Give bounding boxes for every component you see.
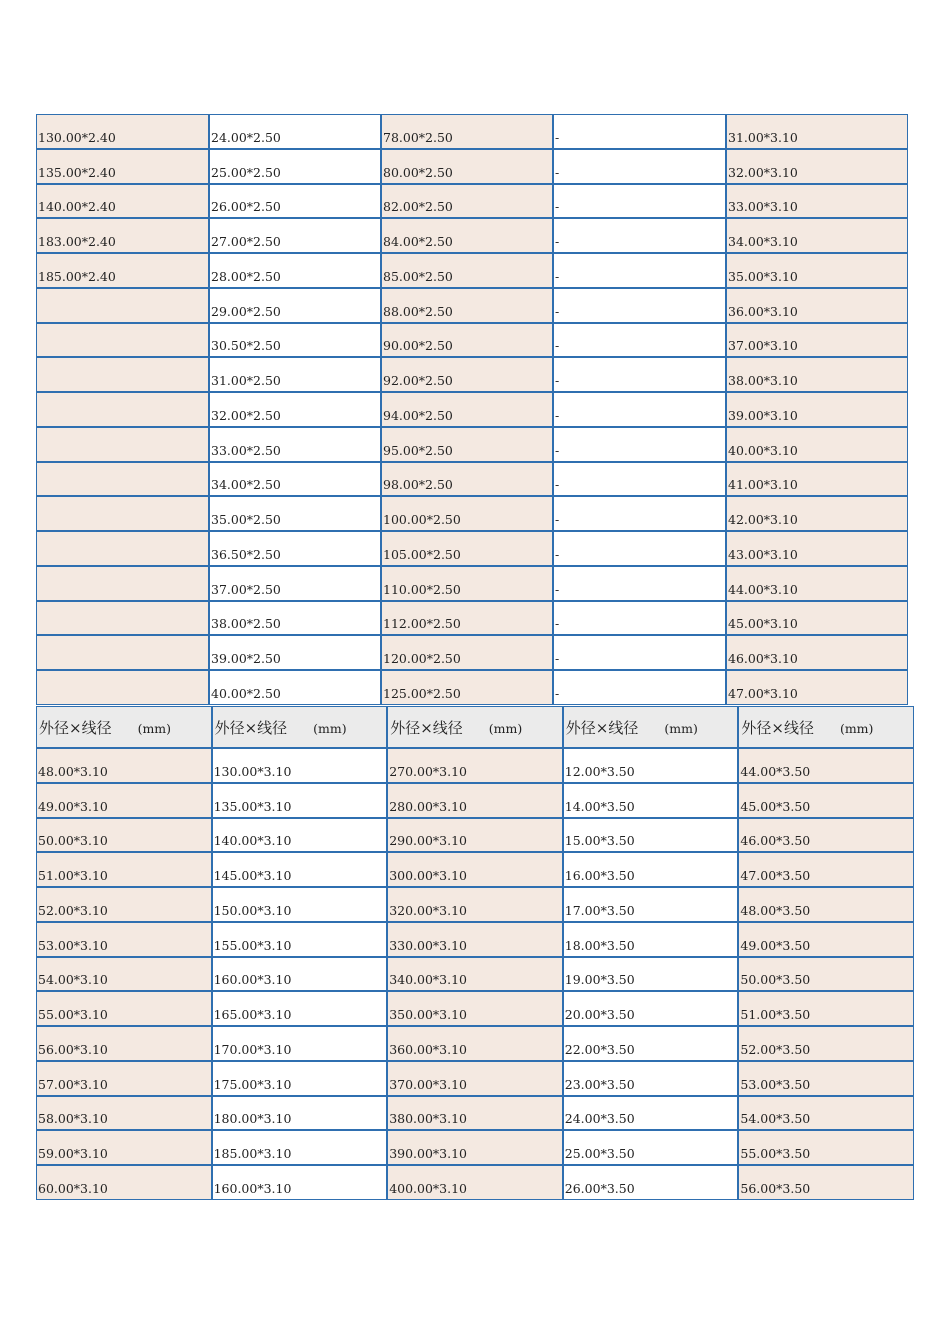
size-cell [36, 635, 209, 670]
size-cell: - [553, 462, 726, 497]
header-row [36, 706, 914, 748]
size-cell: 46.00*3.50 [738, 818, 914, 853]
size-cell: 36.50*2.50 [209, 531, 381, 566]
size-cell: 15.00*3.50 [563, 818, 739, 853]
size-cell: 38.00*2.50 [209, 601, 381, 636]
size-cell: 31.00*2.50 [209, 357, 381, 392]
column-header [36, 706, 212, 748]
size-cell: 46.00*3.10 [726, 635, 908, 670]
size-cell: 370.00*3.10 [387, 1061, 563, 1096]
table-row [36, 288, 908, 323]
size-cell [36, 427, 209, 462]
size-cell: 185.00*2.40 [36, 253, 209, 288]
size-cell: 59.00*3.10 [36, 1130, 212, 1165]
size-cell: 135.00*2.40 [36, 149, 209, 184]
size-cell: 55.00*3.50 [738, 1130, 914, 1165]
size-cell: 14.00*3.50 [563, 783, 739, 818]
size-cell: 300.00*3.10 [387, 852, 563, 887]
column-header-label: 外径×线径 [214, 718, 288, 737]
size-cell: - [553, 218, 726, 253]
size-cell: 110.00*2.50 [381, 566, 553, 601]
size-table-top [36, 114, 908, 705]
size-table-top-body [36, 114, 908, 705]
size-cell: 29.00*2.50 [209, 288, 381, 323]
size-cell [36, 670, 209, 705]
size-cell: - [553, 427, 726, 462]
table-row [36, 670, 908, 705]
size-cell: - [553, 670, 726, 705]
table-row [36, 957, 914, 992]
size-cell [36, 357, 209, 392]
table-row [36, 1026, 914, 1061]
size-cell [36, 531, 209, 566]
table-row [36, 635, 908, 670]
size-cell: 31.00*3.10 [726, 114, 908, 149]
size-cell: 45.00*3.10 [726, 601, 908, 636]
column-header-label: 外径×线径 [39, 718, 112, 737]
size-cell: 280.00*3.10 [387, 783, 563, 818]
size-cell: 50.00*3.50 [738, 957, 914, 992]
size-cell: 44.00*3.50 [738, 748, 914, 783]
table-row [36, 323, 908, 358]
size-cell: 130.00*2.40 [36, 114, 209, 149]
column-header-unit: (mm) [839, 720, 874, 736]
table-row [36, 887, 914, 922]
size-cell: 78.00*2.50 [381, 114, 553, 149]
size-cell: 53.00*3.50 [738, 1061, 914, 1096]
size-cell: 125.00*2.50 [381, 670, 553, 705]
size-cell: 320.00*3.10 [387, 887, 563, 922]
size-cell: 105.00*2.50 [381, 531, 553, 566]
size-cell: 40.00*2.50 [209, 670, 381, 705]
size-cell: 40.00*3.10 [726, 427, 908, 462]
table-row [36, 852, 914, 887]
size-cell: 38.00*3.10 [726, 357, 908, 392]
table-row [36, 496, 908, 531]
size-cell: 33.00*3.10 [726, 184, 908, 219]
size-cell: 100.00*2.50 [381, 496, 553, 531]
size-cell: 28.00*2.50 [209, 253, 381, 288]
size-cell: 290.00*3.10 [387, 818, 563, 853]
size-cell: 24.00*2.50 [209, 114, 381, 149]
size-cell: 330.00*3.10 [387, 922, 563, 957]
size-cell: 90.00*2.50 [381, 323, 553, 358]
table-row [36, 783, 914, 818]
size-cell: 50.00*3.10 [36, 818, 212, 853]
column-header [738, 706, 914, 748]
size-cell: 55.00*3.10 [36, 991, 212, 1026]
size-cell: 12.00*3.50 [563, 748, 739, 783]
table-row [36, 184, 908, 219]
size-cell: 140.00*3.10 [212, 818, 388, 853]
size-cell: - [553, 357, 726, 392]
size-cell [36, 496, 209, 531]
column-header-label: 外径×线径 [565, 718, 639, 737]
size-cell: 36.00*3.10 [726, 288, 908, 323]
size-cell: 25.00*2.50 [209, 149, 381, 184]
size-cell: 18.00*3.50 [563, 922, 739, 957]
size-cell: 48.00*3.50 [738, 887, 914, 922]
table-row [36, 1096, 914, 1131]
size-cell: 22.00*3.50 [563, 1026, 739, 1061]
size-cell: 92.00*2.50 [381, 357, 553, 392]
size-cell: 145.00*3.10 [212, 852, 388, 887]
size-cell: 175.00*3.10 [212, 1061, 388, 1096]
size-cell: 48.00*3.10 [36, 748, 212, 783]
size-cell: - [553, 531, 726, 566]
size-cell: 400.00*3.10 [387, 1165, 563, 1200]
size-cell: 53.00*3.10 [36, 922, 212, 957]
size-cell: 120.00*2.50 [381, 635, 553, 670]
size-cell: 57.00*3.10 [36, 1061, 212, 1096]
size-cell: - [553, 184, 726, 219]
table-row [36, 748, 914, 783]
size-cell: 350.00*3.10 [387, 991, 563, 1026]
column-header-unit: (mm) [137, 720, 172, 736]
size-cell: 183.00*2.40 [36, 218, 209, 253]
table-row [36, 922, 914, 957]
size-cell: 26.00*3.50 [563, 1165, 739, 1200]
size-cell: 41.00*3.10 [726, 462, 908, 497]
size-cell: 24.00*3.50 [563, 1096, 739, 1131]
size-cell: 49.00*3.50 [738, 922, 914, 957]
size-cell: 45.00*3.50 [738, 783, 914, 818]
size-cell: 88.00*2.50 [381, 288, 553, 323]
size-cell: 27.00*2.50 [209, 218, 381, 253]
column-header-unit: (mm) [664, 720, 698, 736]
size-cell: 135.00*3.10 [212, 783, 388, 818]
table-row [36, 462, 908, 497]
size-cell: 58.00*3.10 [36, 1096, 212, 1131]
size-cell: 23.00*3.50 [563, 1061, 739, 1096]
size-cell: 25.00*3.50 [563, 1130, 739, 1165]
size-cell: 17.00*3.50 [563, 887, 739, 922]
size-cell: 165.00*3.10 [212, 991, 388, 1026]
table-row [36, 357, 908, 392]
size-cell: 30.50*2.50 [209, 323, 381, 358]
size-cell: 49.00*3.10 [36, 783, 212, 818]
size-cell: 52.00*3.50 [738, 1026, 914, 1061]
size-cell: 44.00*3.10 [726, 566, 908, 601]
size-cell: 35.00*3.10 [726, 253, 908, 288]
table-row [36, 1061, 914, 1096]
size-cell: 98.00*2.50 [381, 462, 553, 497]
size-cell: 47.00*3.50 [738, 852, 914, 887]
size-cell: 82.00*2.50 [381, 184, 553, 219]
size-cell: 340.00*3.10 [387, 957, 563, 992]
table-row [36, 566, 908, 601]
size-cell: 43.00*3.10 [726, 531, 908, 566]
size-cell: 32.00*2.50 [209, 392, 381, 427]
size-cell: 54.00*3.50 [738, 1096, 914, 1131]
size-cell: 56.00*3.50 [738, 1165, 914, 1200]
size-cell: - [553, 323, 726, 358]
size-cell: 54.00*3.10 [36, 957, 212, 992]
table-row [36, 818, 914, 853]
size-cell: 85.00*2.50 [381, 253, 553, 288]
size-cell [36, 462, 209, 497]
size-cell: 140.00*2.40 [36, 184, 209, 219]
size-cell: - [553, 635, 726, 670]
size-cell: 155.00*3.10 [212, 922, 388, 957]
table-row [36, 218, 908, 253]
size-cell [36, 392, 209, 427]
table-row [36, 991, 914, 1026]
size-cell: 35.00*2.50 [209, 496, 381, 531]
column-header [387, 706, 563, 748]
size-cell: 37.00*2.50 [209, 566, 381, 601]
table-row [36, 427, 908, 462]
size-cell: 20.00*3.50 [563, 991, 739, 1026]
size-cell: 130.00*3.10 [212, 748, 388, 783]
size-cell: 42.00*3.10 [726, 496, 908, 531]
size-cell: 180.00*3.10 [212, 1096, 388, 1131]
size-cell: 19.00*3.50 [563, 957, 739, 992]
size-cell: - [553, 253, 726, 288]
table-row [36, 149, 908, 184]
size-cell: - [553, 566, 726, 601]
size-cell: 37.00*3.10 [726, 323, 908, 358]
size-cell: 270.00*3.10 [387, 748, 563, 783]
table-row [36, 253, 908, 288]
size-cell: 16.00*3.50 [563, 852, 739, 887]
size-cell: 80.00*2.50 [381, 149, 553, 184]
size-cell: - [553, 149, 726, 184]
size-cell: 390.00*3.10 [387, 1130, 563, 1165]
size-cell: 51.00*3.10 [36, 852, 212, 887]
size-table-bottom-body [36, 706, 914, 1200]
table-row [36, 1130, 914, 1165]
table-row [36, 1165, 914, 1200]
column-header-label: 外径×线径 [390, 718, 463, 737]
size-cell: 360.00*3.10 [387, 1026, 563, 1061]
size-cell [36, 601, 209, 636]
size-cell: 33.00*2.50 [209, 427, 381, 462]
size-cell: 39.00*2.50 [209, 635, 381, 670]
size-cell: 112.00*2.50 [381, 601, 553, 636]
size-cell: - [553, 288, 726, 323]
size-cell: 380.00*3.10 [387, 1096, 563, 1131]
size-cell: 160.00*3.10 [212, 957, 388, 992]
column-header-unit: (mm) [488, 720, 523, 736]
size-cell: - [553, 392, 726, 427]
size-cell: - [553, 496, 726, 531]
size-cell: 185.00*3.10 [212, 1130, 388, 1165]
size-cell: 95.00*2.50 [381, 427, 553, 462]
size-cell: 94.00*2.50 [381, 392, 553, 427]
size-cell: 32.00*3.10 [726, 149, 908, 184]
column-header-unit: (mm) [313, 720, 347, 736]
size-cell: 150.00*3.10 [212, 887, 388, 922]
table-row [36, 531, 908, 566]
size-cell: 52.00*3.10 [36, 887, 212, 922]
size-cell: - [553, 601, 726, 636]
size-cell: 60.00*3.10 [36, 1165, 212, 1200]
size-table-bottom [36, 706, 914, 1200]
size-cell: 51.00*3.50 [738, 991, 914, 1026]
table-row [36, 392, 908, 427]
column-header [212, 706, 388, 748]
size-cell: 84.00*2.50 [381, 218, 553, 253]
size-cell: 39.00*3.10 [726, 392, 908, 427]
size-cell: 160.00*3.10 [212, 1165, 388, 1200]
column-header-label: 外径×线径 [741, 718, 814, 737]
size-cell [36, 323, 209, 358]
size-cell: 170.00*3.10 [212, 1026, 388, 1061]
column-header [563, 706, 739, 748]
size-cell: 34.00*2.50 [209, 462, 381, 497]
table-row [36, 601, 908, 636]
size-cell: - [553, 114, 726, 149]
table-row [36, 114, 908, 149]
size-cell [36, 288, 209, 323]
size-cell: 26.00*2.50 [209, 184, 381, 219]
size-cell: 47.00*3.10 [726, 670, 908, 705]
size-cell: 56.00*3.10 [36, 1026, 212, 1061]
size-cell [36, 566, 209, 601]
size-cell: 34.00*3.10 [726, 218, 908, 253]
